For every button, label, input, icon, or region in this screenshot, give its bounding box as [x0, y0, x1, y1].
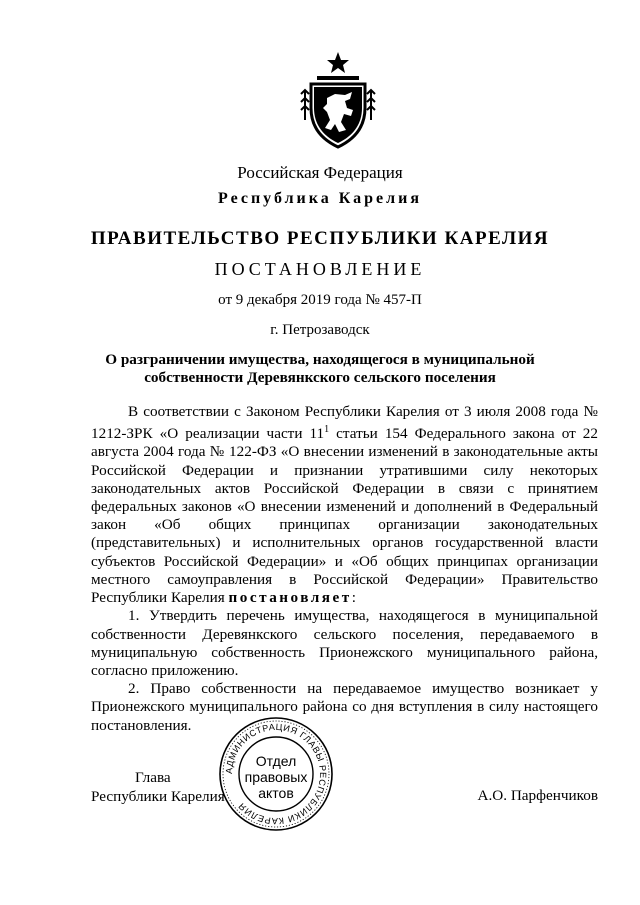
- subject-line-1: О разграничении имущества, находящегося в муниципальной: [105, 351, 535, 368]
- document-city: г. Петрозаводск: [270, 322, 370, 338]
- document-date-number: от 9 декабря 2019 года № 457-П: [218, 292, 422, 308]
- coat-of-arms-emblem: [297, 50, 379, 150]
- signature-title-line-2: Республики Карелия: [91, 788, 225, 805]
- government-title: ПРАВИТЕЛЬСТВО РЕСПУБЛИКИ КАРЕЛИЯ: [90, 228, 550, 249]
- body-paragraph-1: [91, 403, 598, 607]
- p1-colon: :: [351, 589, 356, 607]
- stamp-line-3: актов: [258, 785, 294, 801]
- p1-text-start: В соответствии с Законом Республики Карелия от 3 июля 2008 года № 1212-ЗРК «О реализации части 11: [91, 403, 598, 443]
- official-stamp: [218, 716, 334, 832]
- signature-title-line-1: Глава: [135, 769, 171, 786]
- stamp-ring-text: АДМИНИСТРАЦИЯ ГЛАВЫ РЕСПУБЛИКИ КАРЕЛИЯ: [223, 721, 329, 827]
- p1-superscript: 1: [324, 424, 330, 436]
- country-name: Российская Федерация: [237, 163, 403, 182]
- document-body: [91, 403, 598, 735]
- republic-name: Республика Карелия: [218, 190, 422, 207]
- body-paragraph-2: 1. Утвердить перечень имущества, находящегося в муниципальной собственности Деревянкского сельского поселения, передаваемого в муниципальную собственность Прионежского муниципального района, согласно приложению.: [91, 607, 598, 679]
- p1-resolves: постановляет: [228, 589, 352, 607]
- document-type: ПОСТАНОВЛЕНИЕ: [214, 259, 426, 279]
- signer-name: А.О. Парфенчиков: [477, 787, 598, 804]
- signature-title: [91, 768, 225, 806]
- document-subject: [90, 351, 550, 387]
- p1-text-end: статьи 154 Федерального закона от 22 августа 2004 года № 122-ФЗ «О внесении изменений в законодательные акты Российской Федерации и признании утратившими силу некоторых законодательных актов Российской Федерации в связи с принятием федеральных законов «О внесении изменений и дополнений в Федеральный закон «Об общих принципах организации законодательных (представительных) и исполнительных органов государственной власти субъектов Российской Федерации» и «Об общих принципах организации местного самоуправления в Российской Федерации» Правительство Республики Карелия: [91, 425, 598, 607]
- subject-line-2: собственности Деревянкского сельского поселения: [144, 369, 496, 386]
- body-paragraph-3: 2. Право собственности на передаваемое имущество возникает у Прионежского муниципального района со дня вступления в силу настоящего постановления.: [91, 680, 598, 734]
- stamp-line-1: Отдел: [255, 753, 297, 769]
- stamp-line-2: правовых: [244, 769, 308, 785]
